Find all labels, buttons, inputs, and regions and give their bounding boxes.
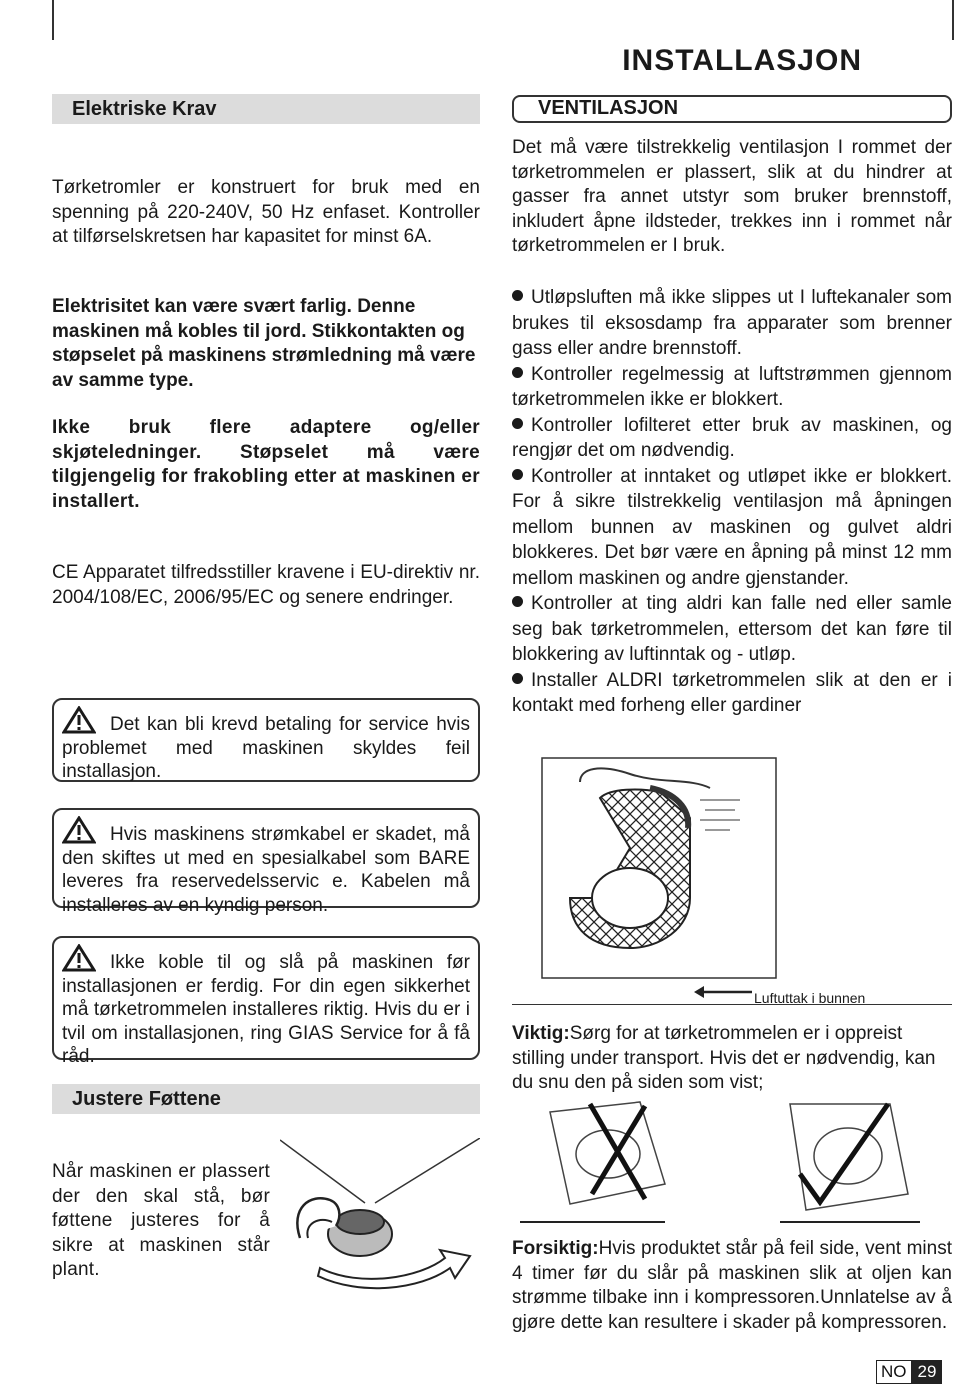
warning-box-installation	[52, 936, 480, 1067]
heading-text: Justere Føttene	[72, 1088, 221, 1110]
bullet-icon	[512, 673, 523, 684]
page-number: 29	[912, 1360, 943, 1384]
list-item	[512, 591, 952, 668]
bullet-icon	[512, 469, 523, 480]
warning-box-service-fee	[52, 698, 480, 782]
caption-rule	[512, 1004, 952, 1005]
list-item	[512, 362, 952, 413]
voltage-paragraph: Tørketromler er konstruert for bruk med en spenning på 220-240V, 50 Hz enfaset. Kontroller at tilførselskretsen har kapasitet for minst 6A.	[52, 177, 480, 247]
ventilation-bullet-list	[512, 285, 952, 719]
feet-adjust-paragraph: Når maskinen er plassert der den skal stå, bør føttene justeres for å sikre at maskinen står plant.	[52, 1161, 270, 1280]
bullet-text: Installer ALDRI tørketrommelen slik at den er i kontakt med forheng eller gardiner	[512, 669, 952, 716]
list-item	[512, 413, 952, 464]
bullet-text: Kontroller at ting aldri kan falle ned eller samle seg bak tørketrommelen, ettersom det kan føre til blokkering av luftinntak og - utløp.	[512, 593, 952, 665]
list-item	[512, 464, 952, 592]
wrong-orientation-illustration	[520, 1094, 670, 1224]
important-text: Sørg for at tørketrommelen er i oppreist stilling under transport. Hvis det er nødvendig, kan du snu den på siden som vist;	[512, 1023, 936, 1093]
caution-paragraph	[512, 1237, 952, 1335]
ce-paragraph: CE Apparatet tilfredsstiller kravene i EU-direktiv nr. 2004/108/EC, 2006/95/EC og senere endringer.	[52, 562, 480, 608]
section-heading-elektriske-krav	[52, 94, 480, 124]
warning-text: Det kan bli krevd betaling for service hvis problemet med maskinen skyldes feil installasjon.	[62, 714, 470, 782]
correct-orientation-illustration	[770, 1094, 920, 1224]
dryer-airflow-illustration	[540, 748, 780, 980]
caution-label: Forsiktig:	[512, 1238, 599, 1259]
heading-text: Elektriske Krav	[72, 98, 217, 120]
caution-text: Hvis produktet står på feil side, vent minst 4 timer før du slår på maskinen slik at oljen kan strømme tilbake inn i kompressoren.Unnlatelse av å gjøre dette kan resultere i skader på kompressoren.	[512, 1238, 952, 1333]
important-paragraph	[512, 1022, 952, 1096]
page-frame	[52, 0, 954, 40]
list-item	[512, 668, 952, 719]
heading-text: VENTILASJON	[538, 97, 679, 119]
air-outlet-caption: Luftuttak i bunnen	[754, 990, 866, 1006]
page-number-badge	[876, 1360, 942, 1384]
earth-warning-paragraph: Elektrisitet kan være svært farlig. Denne maskinen må kobles til jord. Stikkontakten og støpselet på maskinens strømledning må være av samme type.	[52, 296, 476, 391]
bullet-text: Kontroller regelmessig at luftstrømmen gjennom tørketrommelen ikke er blokkert.	[512, 363, 952, 410]
language-code: NO	[876, 1360, 912, 1384]
warning-triangle-icon	[62, 706, 96, 734]
warning-triangle-icon	[62, 944, 96, 972]
bullet-text: Utløpsluften må ikke slippes ut I luftekanaler som brukes til eksosdamp fra apparater som brenner gass eller andre brennstoff.	[512, 287, 952, 359]
warning-box-power-cable	[52, 808, 480, 916]
bullet-text: Kontroller at inntaket og utløpet ikke er blokkert. For å sikre tilstrekkelig ventilasjon må åpningen mellom bunnen av maskinen og gulvet aldri blokkeres. Det bør være en åpning på minst 12 mm mellom maskinen og andre gjenstander.	[512, 465, 952, 589]
warning-text: Hvis maskinens strømkabel er skadet, må den skiftes ut med en spesialkabel som BARE leveres fra reservedelsservic e. Kabelen må installeres av en kyndig person.	[62, 824, 470, 916]
adapter-warning-paragraph: Ikke bruk flere adaptere og/eller skjøteledninger. Støpselet må være tilgjengelig for frakobling etter at maskinen er installert.	[52, 417, 480, 512]
bullet-text: Kontroller lofilteret etter bruk av maskinen, og rengjør det om nødvendig.	[512, 414, 952, 461]
airflow-arrow-icon	[694, 984, 752, 1000]
warning-triangle-icon	[62, 816, 96, 844]
section-heading-justere-fottene	[52, 1084, 480, 1114]
feet-adjustment-illustration	[280, 1138, 480, 1298]
important-label: Viktig:	[512, 1023, 570, 1044]
bullet-icon	[512, 367, 523, 378]
bullet-icon	[512, 290, 523, 301]
warning-text: Ikke koble til og slå på maskinen før installasjonen er ferdig. For din egen sikkerhet må tørketrommelen installeres riktig. Hvis du er i tvil om installasjonen, ring GIAS Service for å få råd.	[62, 952, 470, 1067]
list-item	[512, 285, 952, 362]
page-title: INSTALLASJON	[622, 44, 862, 77]
bullet-icon	[512, 418, 523, 429]
ventilation-intro: Det må være tilstrekkelig ventilasjon I rommet der tørketrommelen er plassert, slik at du hindrer at gasser fra annet utstyr som bruker brennstoff, inkludert åpne ildsteder, trekkes inn i rommet når tørketrommelen er I bruk.	[512, 137, 952, 256]
bullet-icon	[512, 596, 523, 607]
section-heading-ventilasjon	[512, 95, 952, 123]
